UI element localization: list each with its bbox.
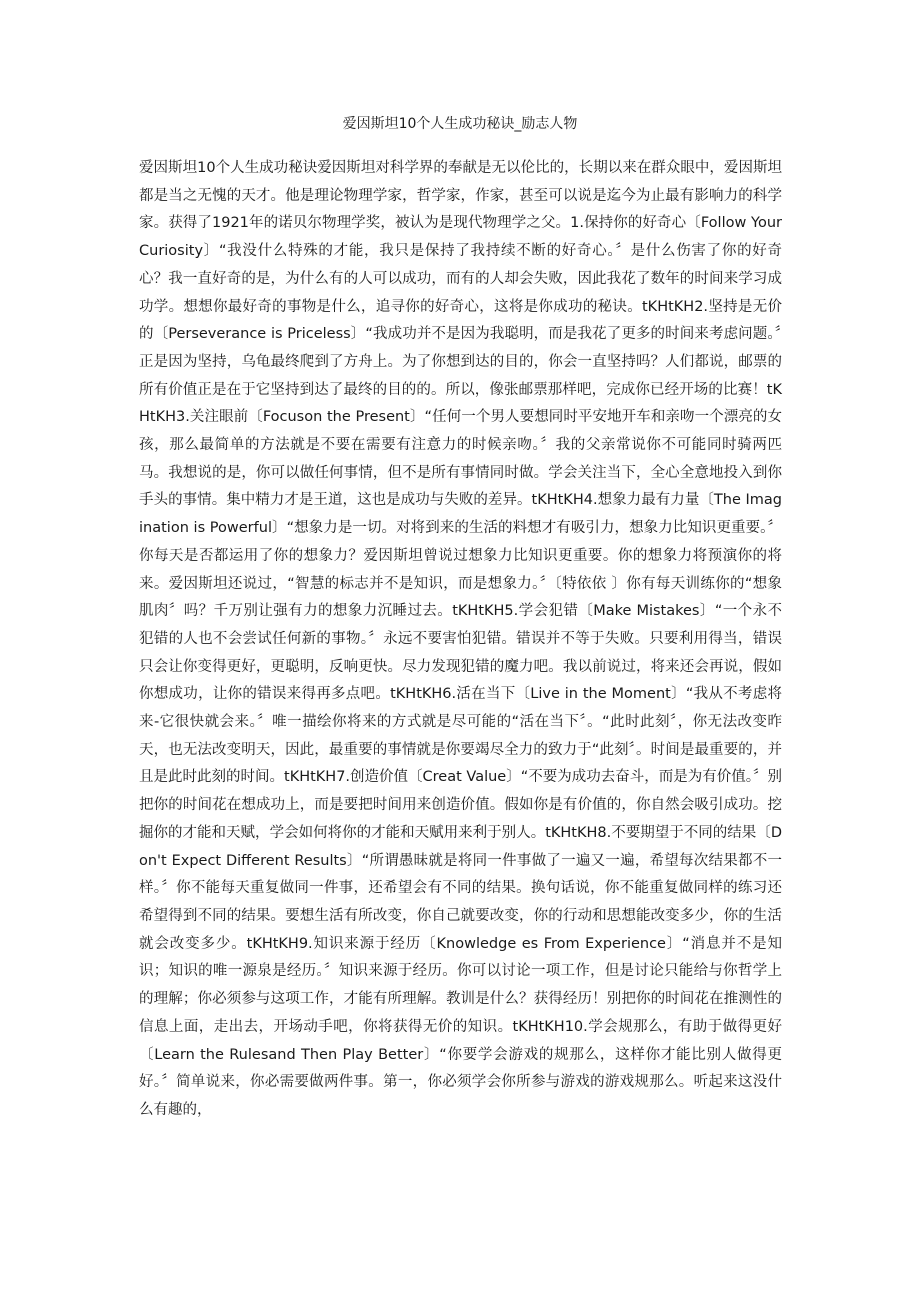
document-body-paragraph: 爱因斯坦10个人生成功秘诀爱因斯坦对科学界的奉献是无以伦比的，长期以来在群众眼中，爱因斯坦都是当之无愧的天才。他是理论物理学家，哲学家，作家，甚至可以说是迄今为止最有影响力的科学家。获得了1921年的诺贝尔物理学奖，被认为是现代物理学之父。1.保持你的好奇心〔Follow Your Curiosity〕“我没什么特殊的才能，我只是保持了我持续不断的好奇心。〞是什么伤害了你的好奇心？我一直好奇的是，为什么有的人可以成功，而有的人却会失败，因此我花了数年的时间来学习成功学。想想你最好奇的事物是什么，追寻你的好奇心，这将是你成功的秘诀。tKHtKH2.坚持是无价的〔Perseverance is Priceless〕“我成功并不是因为我聪明，而是我花了更多的时间来考虑问题。〞正是因为坚持，乌龟最终爬到了方舟上。为了你想到达的目的，你会一直坚持吗？人们都说，邮票的所有价值正是在于它坚持到达了最终的目的的。所以，像张邮票那样吧，完成你已经开场的比赛！tKHtKH3.关注眼前〔Focuson the Present〕“任何一个男人要想同时平安地开车和亲吻一个漂亮的女孩，那么最简单的方法就是不要在需要有注意力的时候亲吻。〞我的父亲常说你不可能同时骑两匹马。我想说的是，你可以做任何事情，但不是所有事情同时做。学会关注当下，全心全意地投入到你手头的事情。集中精力才是王道，这也是成功与失败的差异。tKHtKH4.想象力最有力量〔The Imagination is Powerful〕“想象力是一切。对将到来的生活的料想才有吸引力，想象力比知识更重要。〞你每天是否都运用了你的想象力？爱因斯坦曾说过想象力比知识更重要。你的想象力将预演你的将来。爱因斯坦还说过，“智慧的标志并不是知识，而是想象力。〞〔特依依 〕你有每天训练你的“想象肌肉〞吗？千万别让强有力的想象力沉睡过去。tKHtKH5.学会犯错〔Make Mistakes〕“一个永不犯错的人也不会尝试任何新的事物。〞永远不要害怕犯错。错误并不等于失败。只要利用得当，错误只会让你变得更好，更聪明，反响更快。尽力发现犯错的魔力吧。我以前说过，将来还会再说，假如你想成功，让你的错误来得再多点吧。tKHtKH6.活在当下〔Live in the Moment〕“我从不考虑将来-它很快就会来。〞唯一描绘你将来的方式就是尽可能的“活在当下〞。“此时此刻〞，你无法改变昨天，也无法改变明天，因此，最重要的事情就是你要竭尽全力的致力于“此刻〞。时间是最重要的，并且是此时此刻的时间。tKHtKH7.创造价值〔Creat Value〕“不要为成功去奋斗，而是为有价值。〞别把你的时间花在想成功上，而是要把时间用来创造价值。假如你是有价值的，你自然会吸引成功。挖掘你的才能和天赋，学会如何将你的才能和天赋用来利于别人。tKHtKH8.不要期望于不同的结果〔Don't Expect Different Results〕“所谓愚昧就是将同一件事做了一遍又一遍，希望每次结果都不一样。〞你不能每天重复做同一件事，还希望会有不同的结果。换句话说，你不能重复做同样的练习还希望得到不同的结果。要想生活有所改变，你自己就要改变，你的行动和思想能改变多少，你的生活就会改变多少。tKHtKH9.知识来源于经历〔Knowledge es From Experience〕“消息并不是知识；知识的唯一源泉是经历。〞知识来源于经历。你可以讨论一项工作，但是讨论只能给与你哲学上的理解；你必须参与这项工作，才能有所理解。教训是什么？获得经历！别把你的时间花在推测性的信息上面，走出去，开场动手吧，你将获得无价的知识。tKHtKH10.学会规那么，有助于做得更好〔Learn the Rulesand Then Play Better〕“你要学会游戏的规那么，这样你才能比别人做得更好。〞简单说来，你必需要做两件事。第一，你必须学会你所参与游戏的游戏规那么。听起来这没什么有趣的， xyxy=(139,160,782,1118)
document-title: 爱因斯坦10个人生成功秘诀_励志人物 xyxy=(342,116,578,132)
